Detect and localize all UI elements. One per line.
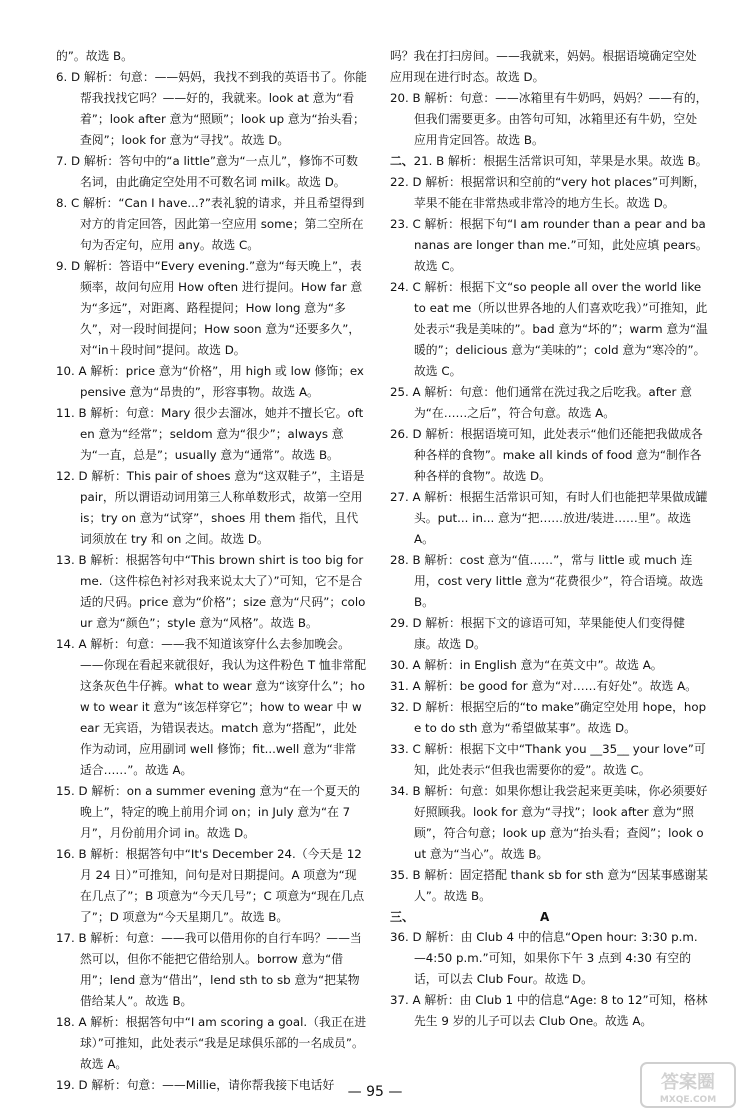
left-column [56, 46, 368, 1096]
answer-entry: 16. B 解析：根据答句中“It's December 24.（今天是 12 月 24 日）”可推知，问句是对日期提问。A 项意为“现在几点了”；B 项意为“今天几号”；C 项意为“现在几点了”；D 项意为“今天星期几”。故选 B。 [56, 847, 365, 924]
answer-entry: 25. A 解析：句意：他们通常在洗过我之后吃我。after 意为“在……之后”，符合句意。故选 A。 [390, 385, 692, 420]
answer-entry: 29. D 解析：根据下文的谚语可知，苹果能使人们变得健康。故选 D。 [390, 616, 685, 651]
section-header [390, 907, 708, 927]
watermark-subtext: MXQE.COM [659, 1095, 717, 1105]
watermark-logo-icon [640, 1062, 736, 1108]
answer-entry: 27. A 解析：根据生活常识可知，有时人们也能把苹果做成罐头。put... in... 意为“把……放进/装进……里”。故选 A。 [390, 490, 708, 546]
answer-entry: 12. D 解析：This pair of shoes 意为“这双鞋子”，主语是 pair，所以谓语动词用第三人称单数形式，故第一空用 is；try on 意为“试穿”，shoes 用 them 指代，且代词须放在 try 和 on 之间。故选 D。 [56, 469, 365, 546]
answer-entry: 9. D 解析：答语中“Every evening.”意为“每天晚上”，表频率，故问句应用 How often 进行提问。How far 意为“多远”，对距离、路程提问；How long 意为“多久”，对一段时间提问；How soon 意为“还要多久”，对“in＋段时间”提问。故选 D。 [56, 259, 363, 357]
answer-entry: 30. A 解析：in English 意为“在英文中”。故选 A。 [390, 658, 663, 672]
answer-entry [390, 151, 708, 172]
subsection-label: A [540, 910, 550, 924]
answer-entry: 37. A 解析：由 Club 1 中的信息“Age: 8 to 12”可知，格林先生 9 岁的儿子可以去 Club One。故选 A。 [390, 993, 708, 1028]
answer-entry: 26. D 解析：根据语境可知，此处表示“他们还能把我做成各种各样的食物”。make all kinds of food 意为“制作各种各样的食物”。故选 D。 [390, 427, 703, 483]
answer-entry: 14. A 解析：句意：——我不知道该穿什么去参加晚会。——你现在看起来就很好，我认为这件粉色 T 恤非常配这条灰色牛仔裤。what to wear 意为“该穿什么”；how to wear it 意为“该怎样穿它”；how to wear 中 wear 无宾语，为错误表达。match 意为“搭配”，此处作为动词，应用副词 well 修饰；fit...well 意为“非常适合……”。故选 A。 [56, 637, 367, 777]
answer-entry: 吗？我在打扫房间。——我就来，妈妈。根据语境确定空处应用现在进行时态。故选 D。 [390, 49, 697, 84]
answer-entry: 23. C 解析：根据下句“I am rounder than a pear and bananas are longer than me.”可知，此处应填 pears。故选 C。 [390, 217, 708, 273]
answer-entry: 28. B 解析：cost 意为“值……”，常与 little 或 much 连用，cost very little 意为“花费很少”，符合语境。故选 B。 [390, 553, 704, 609]
answer-entry: 7. D 解析：答句中的“a little”意为“一点儿”，修饰不可数名词，由此确定空处用不可数名词 milk。故选 D。 [56, 154, 358, 189]
answer-entry: 22. D 解析：根据常识和空前的“very hot places”可判断，苹果不能在非常热或非常冷的地方生长。故选 D。 [390, 175, 706, 210]
answer-entry: 15. D 解析：on a summer evening 意为“在一个夏天的晚上”，特定的晚上前用介词 on；in July 意为“在 7 月”，月份前用介词 in。故选 D。 [56, 784, 361, 840]
watermark-logo [640, 1062, 736, 1108]
answer-entry: 20. B 解析：句意：——冰箱里有牛奶吗，妈妈？——有的，但我们需要更多。由答句可知，冰箱里还有牛奶，空处应用肯定回答。故选 B。 [390, 91, 708, 147]
answer-entry: 6. D 解析：句意：——妈妈，我找不到我的英语书了。你能帮我找找它吗？——好的，我就来。look at 意为“看着”；look after 意为“照顾”；look up 意为“抬头看；查阅”；look for 意为“寻找”。故选 D。 [56, 70, 367, 147]
answer-entry: 32. D 解析：根据空后的“to make”确定空处用 hope，hope to do sth 意为“希望做某事”。故选 D。 [390, 700, 707, 735]
answer-entry: 33. C 解析：根据下文中“Thank you __35__ your love”可知，此处表示“但我也需要你的爱”。故选 C。 [390, 742, 706, 777]
page-number: — 95 — [347, 1084, 403, 1100]
section-label: 二、 [390, 154, 414, 168]
entry-text: 21. B 解析：根据生活常识可知，苹果是水果。故选 B。 [413, 154, 708, 168]
answer-entry: 8. C 解析：“Can I have...?”表礼貌的请求，并且希望得到对方的肯定回答，因此第一空应用 some；第二空所在句为否定句，应用 any。故选 C。 [56, 196, 365, 252]
answer-entry: 36. D 解析：由 Club 4 中的信息“Open hour: 3:30 p.m.—4:50 p.m.”可知，如果你下午 3 点到 4:30 有空的话，可以去 Club Four。故选 D。 [390, 930, 698, 986]
answer-entry: 35. B 解析：固定搭配 thank sb for sth 意为“因某事感谢某人”。故选 B。 [390, 868, 708, 903]
answer-entry: 10. A 解析：price 意为“价格”，用 high 或 low 修饰；expensive 意为“昂贵的”，形容事物。故选 A。 [56, 364, 364, 399]
answer-entry: 13. B 解析：根据答句中“This brown shirt is too big for me.（这件棕色衬衫对我来说太大了）”可知，它不是合适的尺码。price 意为“价格”；size 意为“尺码”；colour 意为“颜色”；style 意为“风格”。故选 B。 [56, 553, 366, 630]
answer-entry: 34. B 解析：句意：如果你想让我尝起来更美味，你必须要好好照顾我。look for 意为“寻找”；look after 意为“照顾”，符合句意；look up 意为“抬头看；查阅”；look out 意为“当心”。故选 B。 [390, 784, 708, 861]
answer-entry: 11. B 解析：句意：Mary 很少去溜冰，她并不擅长它。often 意为“经常”；seldom 意为“很少”；always 意为“一直，总是”；usually 意为“通常”。故选 B。 [56, 406, 364, 462]
answer-entry: 18. A 解析：根据答句中“I am scoring a goal.（我正在进球）”可推知，此处表示“我是足球俱乐部的一名成员”。故选 A。 [56, 1015, 367, 1071]
answer-entry: 24. C 解析：根据下文“so people all over the world like to eat me（所以世界各地的人们喜欢吃我）”可推知，此处表示“我是美味的”。bad 意为“坏的”；warm 意为“温暖的”；delicious 意为“美味的”；cold 意为“寒冷的”。故选 C。 [390, 280, 708, 378]
right-column [390, 46, 708, 1032]
watermark-text: 答案圈 [661, 1072, 715, 1093]
answer-entry: 19. D 解析：句意：——Millie，请你帮我接下电话好 [56, 1078, 335, 1092]
answer-entry: 17. B 解析：句意：——我可以借用你的自行车吗？——当然可以，但你不能把它借给别人。borrow 意为“借用”；lend 意为“借出”，lend sth to sb 意为“把某物借给某人”。故选 B。 [56, 931, 362, 1008]
answer-entry: 31. A 解析：be good for 意为“对……有好处”。故选 A。 [390, 679, 697, 693]
answer-entry: 的”。故选 B。 [56, 49, 133, 63]
section-label: 三、 [390, 910, 415, 924]
